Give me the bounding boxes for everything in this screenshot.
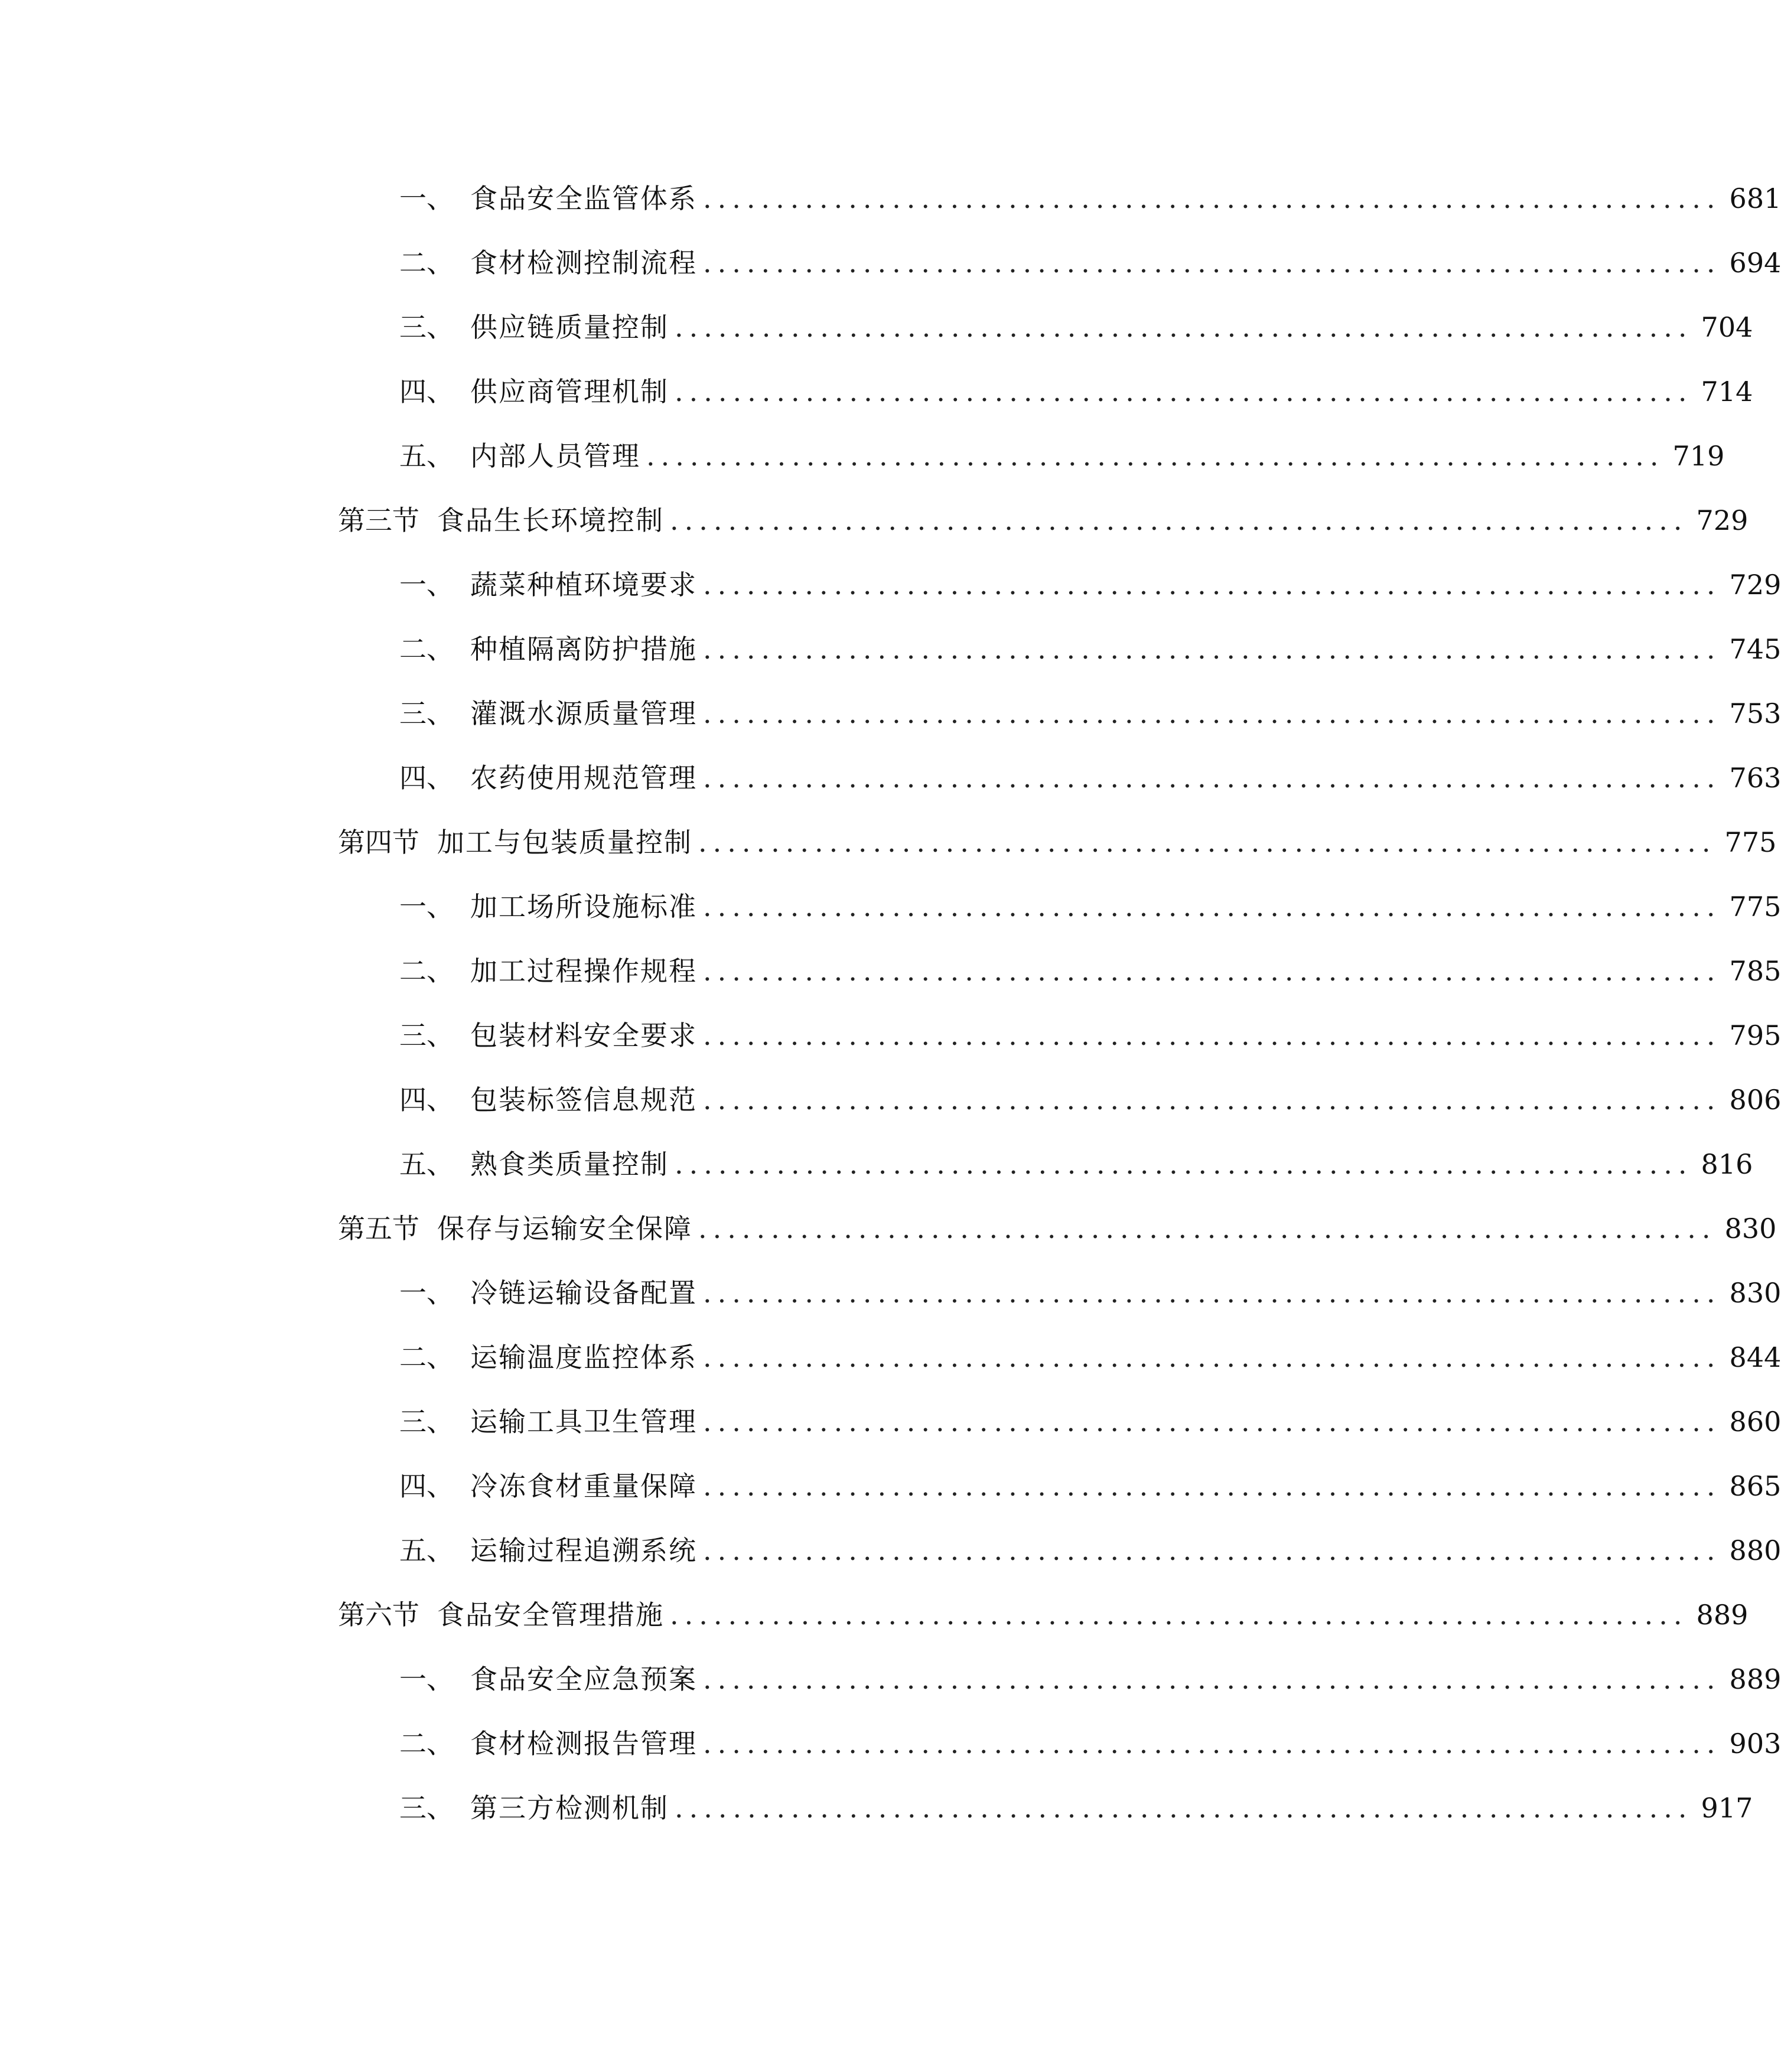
entry-title: 灌溉水源质量管理: [470, 698, 697, 729]
toc-entry[interactable]: [399, 625, 1781, 673]
entry-page-number: 729: [1696, 504, 1749, 536]
section-title: 加工与包装质量控制: [437, 826, 692, 858]
entry-title: 冷链运输设备配置: [470, 1277, 697, 1309]
entry-page-number: 795: [1729, 1019, 1781, 1051]
entry-page-number: 816: [1701, 1148, 1753, 1180]
toc-entry[interactable]: [399, 175, 1781, 222]
entry-title: 农药使用规范管理: [470, 762, 697, 794]
toc-entry[interactable]: [399, 239, 1781, 286]
toc-entry[interactable]: [399, 1527, 1781, 1574]
entry-title: 食品安全监管体系: [470, 183, 697, 214]
dot-leader: ......................................................................: [670, 1599, 1688, 1631]
entry-title: 加工过程操作规程: [470, 955, 697, 987]
section-number: 第六节: [338, 1599, 419, 1631]
toc-entry[interactable]: [399, 368, 1753, 415]
dot-leader: ......................................................................: [675, 376, 1693, 408]
entry-page-number: 917: [1701, 1792, 1753, 1824]
dot-leader: ......................................................................: [703, 1663, 1721, 1695]
entry-page-number: 844: [1729, 1341, 1781, 1373]
dot-leader: ......................................................................: [703, 1535, 1721, 1566]
entry-page-number: 903: [1729, 1728, 1781, 1760]
dot-leader: ......................................................................: [698, 826, 1717, 858]
dot-leader: ......................................................................: [703, 1277, 1721, 1309]
toc-entry[interactable]: [399, 947, 1781, 995]
entry-page-number: 889: [1729, 1663, 1781, 1695]
toc-entry[interactable]: [399, 883, 1781, 930]
dot-leader: ......................................................................: [698, 1213, 1717, 1244]
entry-number: 三、: [399, 1406, 454, 1438]
entry-page-number: 704: [1701, 311, 1753, 343]
toc-section-entry[interactable]: [338, 819, 1777, 866]
dot-leader: ......................................................................: [703, 762, 1721, 794]
dot-leader: ......................................................................: [703, 633, 1721, 665]
entry-page-number: 719: [1672, 440, 1725, 472]
entry-number: 四、: [399, 1084, 454, 1116]
toc-entry[interactable]: [399, 690, 1781, 737]
toc-section-entry[interactable]: [338, 1591, 1749, 1638]
entry-number: 二、: [399, 1728, 454, 1760]
dot-leader: ......................................................................: [703, 1728, 1721, 1760]
entry-number: 三、: [399, 1019, 454, 1051]
section-number: 第五节: [338, 1213, 419, 1244]
entry-page-number: 694: [1729, 247, 1781, 279]
dot-leader: ......................................................................: [703, 1470, 1721, 1502]
dot-leader: ......................................................................: [703, 891, 1721, 923]
toc-entry[interactable]: [399, 432, 1725, 480]
entry-number: 一、: [399, 1663, 454, 1695]
entry-page-number: 729: [1729, 569, 1781, 601]
entry-title: 供应商管理机制: [470, 376, 669, 408]
dot-leader: ......................................................................: [675, 1792, 1693, 1824]
entry-title: 供应链质量控制: [470, 311, 669, 343]
entry-page-number: 830: [1729, 1277, 1781, 1309]
entry-page-number: 753: [1729, 698, 1781, 729]
entry-title: 运输温度监控体系: [470, 1341, 697, 1373]
entry-page-number: 860: [1729, 1406, 1781, 1438]
entry-title: 第三方检测机制: [470, 1792, 669, 1824]
entry-number: 一、: [399, 1277, 454, 1309]
entry-number: 四、: [399, 1470, 454, 1502]
toc-entry[interactable]: [399, 561, 1781, 608]
toc-entry[interactable]: [399, 1012, 1781, 1059]
toc-section-entry[interactable]: [338, 1205, 1777, 1252]
entry-number: 二、: [399, 247, 454, 279]
dot-leader: ......................................................................: [703, 183, 1721, 214]
entry-title: 加工场所设施标准: [470, 891, 697, 923]
dot-leader: ......................................................................: [670, 504, 1688, 536]
entry-title: 内部人员管理: [470, 440, 640, 472]
toc-entry[interactable]: [399, 1269, 1781, 1317]
toc-entry[interactable]: [399, 1720, 1781, 1767]
dot-leader: ......................................................................: [703, 1084, 1721, 1116]
toc-entry[interactable]: [399, 304, 1753, 351]
entry-number: 一、: [399, 891, 454, 923]
section-title: 保存与运输安全保障: [437, 1213, 692, 1244]
entry-title: 冷冻食材重量保障: [470, 1470, 697, 1502]
entry-page-number: 880: [1729, 1535, 1781, 1566]
dot-leader: ......................................................................: [703, 698, 1721, 729]
entry-number: 五、: [399, 440, 454, 472]
toc-entry[interactable]: [399, 1141, 1753, 1188]
toc-entry[interactable]: [399, 1398, 1781, 1445]
section-number: 第四节: [338, 826, 419, 858]
toc-entry[interactable]: [399, 1784, 1753, 1832]
toc-entry[interactable]: [399, 1334, 1781, 1381]
dot-leader: ......................................................................: [703, 569, 1721, 601]
entry-title: 包装标签信息规范: [470, 1084, 697, 1116]
entry-title: 运输工具卫生管理: [470, 1406, 697, 1438]
toc-section-entry[interactable]: [338, 497, 1749, 544]
entry-page-number: 785: [1729, 955, 1781, 987]
entry-number: 五、: [399, 1535, 454, 1566]
dot-leader: ......................................................................: [646, 440, 1665, 472]
dot-leader: ......................................................................: [703, 1341, 1721, 1373]
entry-title: 食材检测控制流程: [470, 247, 697, 279]
dot-leader: ......................................................................: [675, 1148, 1693, 1180]
entry-page-number: 889: [1696, 1599, 1749, 1631]
entry-number: 四、: [399, 376, 454, 408]
dot-leader: ......................................................................: [703, 1406, 1721, 1438]
toc-entry[interactable]: [399, 1462, 1781, 1510]
toc-entry[interactable]: [399, 1656, 1781, 1703]
entry-number: 一、: [399, 569, 454, 601]
entry-page-number: 681: [1729, 183, 1781, 214]
entry-page-number: 745: [1729, 633, 1781, 665]
entry-number: 五、: [399, 1148, 454, 1180]
entry-number: 二、: [399, 633, 454, 665]
entry-title: 运输过程追溯系统: [470, 1535, 697, 1566]
entry-number: 三、: [399, 311, 454, 343]
dot-leader: ......................................................................: [675, 311, 1693, 343]
entry-number: 一、: [399, 183, 454, 214]
section-number: 第三节: [338, 504, 419, 536]
entry-number: 二、: [399, 955, 454, 987]
entry-title: 包装材料安全要求: [470, 1019, 697, 1051]
entry-page-number: 806: [1729, 1084, 1781, 1116]
entry-page-number: 763: [1729, 762, 1781, 794]
entry-title: 蔬菜种植环境要求: [470, 569, 697, 601]
entry-page-number: 830: [1724, 1213, 1777, 1244]
dot-leader: ......................................................................: [703, 247, 1721, 279]
section-title: 食品安全管理措施: [437, 1599, 664, 1631]
entry-page-number: 775: [1729, 891, 1781, 923]
entry-title: 种植隔离防护措施: [470, 633, 697, 665]
entry-number: 四、: [399, 762, 454, 794]
dot-leader: ......................................................................: [703, 955, 1721, 987]
entry-title: 食材检测报告管理: [470, 1728, 697, 1760]
section-title: 食品生长环境控制: [437, 504, 664, 536]
entry-number: 二、: [399, 1341, 454, 1373]
entry-page-number: 714: [1701, 376, 1753, 408]
entry-title: 熟食类质量控制: [470, 1148, 669, 1180]
entry-number: 三、: [399, 1792, 454, 1824]
toc-entry[interactable]: [399, 754, 1781, 802]
entry-page-number: 865: [1729, 1470, 1781, 1502]
dot-leader: ......................................................................: [703, 1019, 1721, 1051]
entry-title: 食品安全应急预案: [470, 1663, 697, 1695]
entry-number: 三、: [399, 698, 454, 729]
entry-page-number: 775: [1724, 826, 1777, 858]
toc-entry[interactable]: [399, 1076, 1781, 1123]
